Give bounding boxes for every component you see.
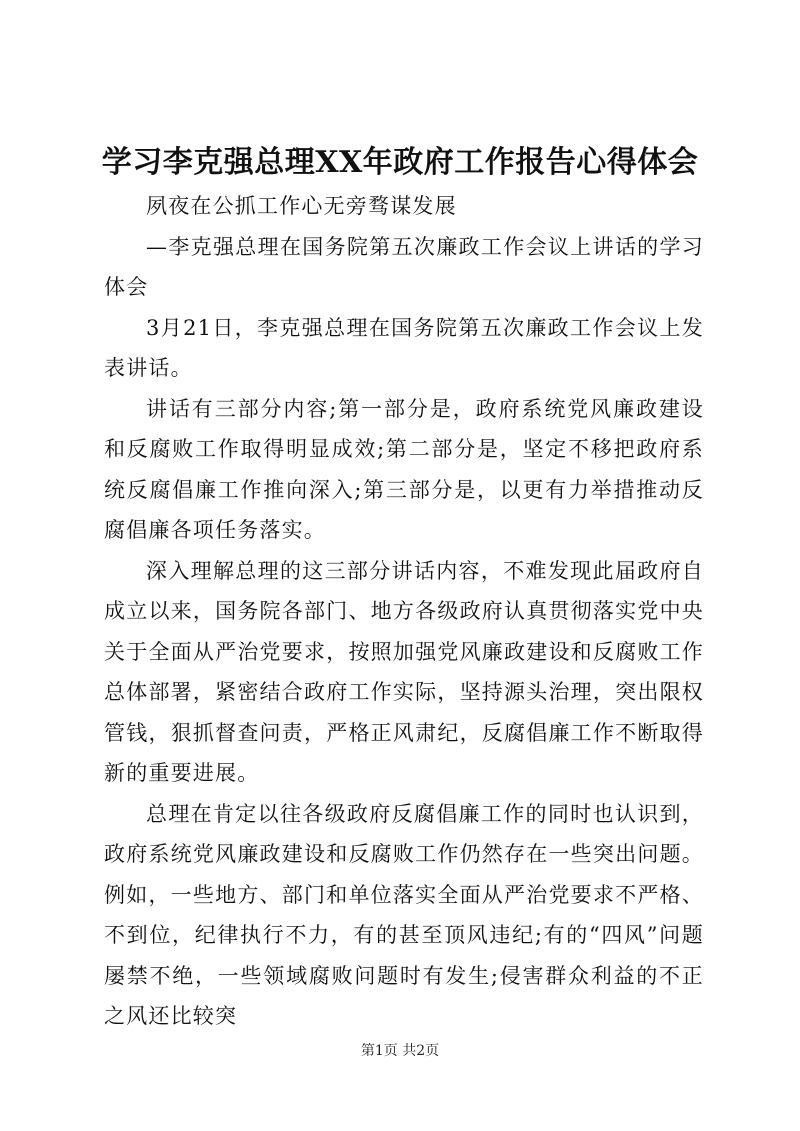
paragraph: 总理在肯定以往各级政府反腐倡廉工作的同时也认识到，政府系统党风廉政建设和反腐败工作仍然存在一些突出问题。例如，一些地方、部门和单位落实全面从严治党要求不严格、不到位，纪律执行不力，有的甚至顶风违纪;有的“四风”问题屡禁不绝，一些领域腐败问题时有发生;侵害群众利益的不正之风还比较突 xyxy=(104,801,704,1028)
paragraph-subheading: —李克强总理在国务院第五次廉政工作会议上讲话的学习体会 xyxy=(104,234,704,299)
page-title: 学习李克强总理XX年政府工作报告心得体会 xyxy=(101,145,699,180)
paragraph: 讲话有三部分内容;第一部分是，政府系统党风廉政建设和反腐败工作取得明显成效;第二部分是，坚定不移把政府系统反腐倡廉工作推向深入;第三部分是，以更有力举措推动反腐倡廉各项任务落实。 xyxy=(104,396,704,542)
document-body xyxy=(104,186,704,1037)
page-footer: 第1页 共2页 xyxy=(360,1043,440,1059)
paragraph-subtitle: 夙夜在公抓工作心无旁骛谋发展 xyxy=(146,194,457,218)
paragraph: 深入理解总理的这三部分讲话内容，不难发现此届政府自成立以来，国务院各部门、地方各级政府认真贯彻落实党中央关于全面从严治党要求，按照加强党风廉政建设和反腐败工作总体部署，紧密结合政府工作实际，坚持源头治理，突出限权管钱，狠抓督查问责，严格正风肃纪，反腐倡廉工作不断取得新的重要进展。 xyxy=(104,558,704,785)
paragraph: 3月21日，李克强总理在国务院第五次廉政工作会议上发表讲话。 xyxy=(104,315,704,380)
